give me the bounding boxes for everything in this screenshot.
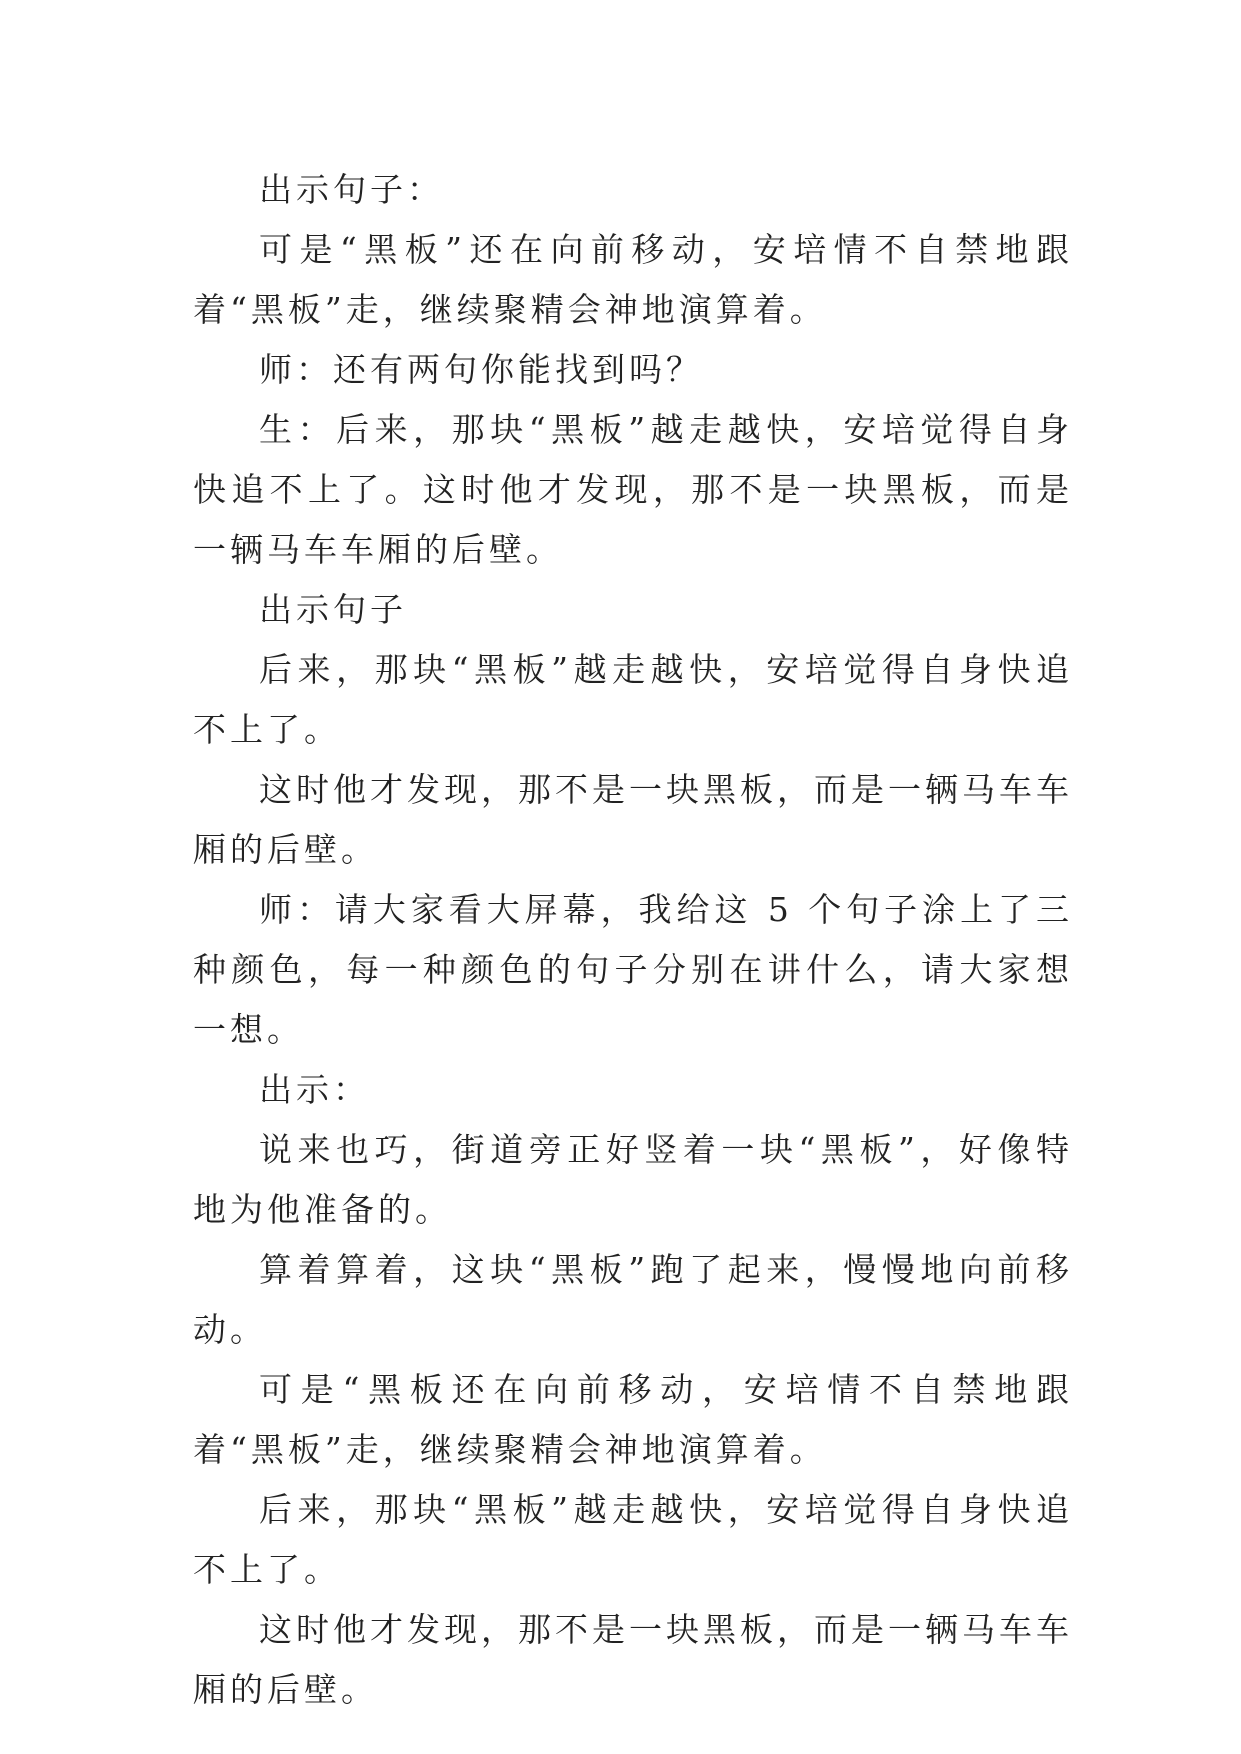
paragraph: 这时他才发现，那不是一块黑板，而是一辆马车车厢的后壁。 [193, 1610, 1073, 1709]
paragraph: 生：后来，那块“黑板”越走越快，安培觉得自身快追不上了。这时他才发现，那不是一块黑板，而是一辆马车车厢的后壁。 [193, 410, 1073, 569]
paragraph: 可是“黑板还在向前移动，安培情不自禁地跟着“黑板”走，继续聚精会神地演算着。 [193, 1370, 1073, 1469]
paragraph: 出示： [259, 1070, 370, 1109]
paragraph: 师：请大家看大屏幕，我给这 5 个句子涂上了三种颜色，每一种颜色的句子分别在讲什么，请大家想一想。 [193, 890, 1073, 1049]
paragraph: 出示句子 [259, 590, 407, 629]
paragraph: 可是“黑板”还在向前移动，安培情不自禁地跟着“黑板”走，继续聚精会神地演算着。 [193, 230, 1073, 329]
paragraph: 算着算着，这块“黑板”跑了起来，慢慢地向前移动。 [193, 1250, 1073, 1349]
paragraph: 出示句子： [259, 170, 444, 209]
paragraph: 这时他才发现，那不是一块黑板，而是一辆马车车厢的后壁。 [193, 770, 1073, 869]
paragraph: 后来，那块“黑板”越走越快，安培觉得自身快追不上了。 [193, 1490, 1073, 1589]
paragraph: 师：还有两句你能找到吗？ [259, 350, 703, 389]
paragraph: 后来，那块“黑板”越走越快，安培觉得自身快追不上了。 [193, 650, 1073, 749]
document-body [193, 160, 1073, 1720]
paragraph: 说来也巧，街道旁正好竖着一块“黑板”，好像特地为他准备的。 [193, 1130, 1073, 1229]
